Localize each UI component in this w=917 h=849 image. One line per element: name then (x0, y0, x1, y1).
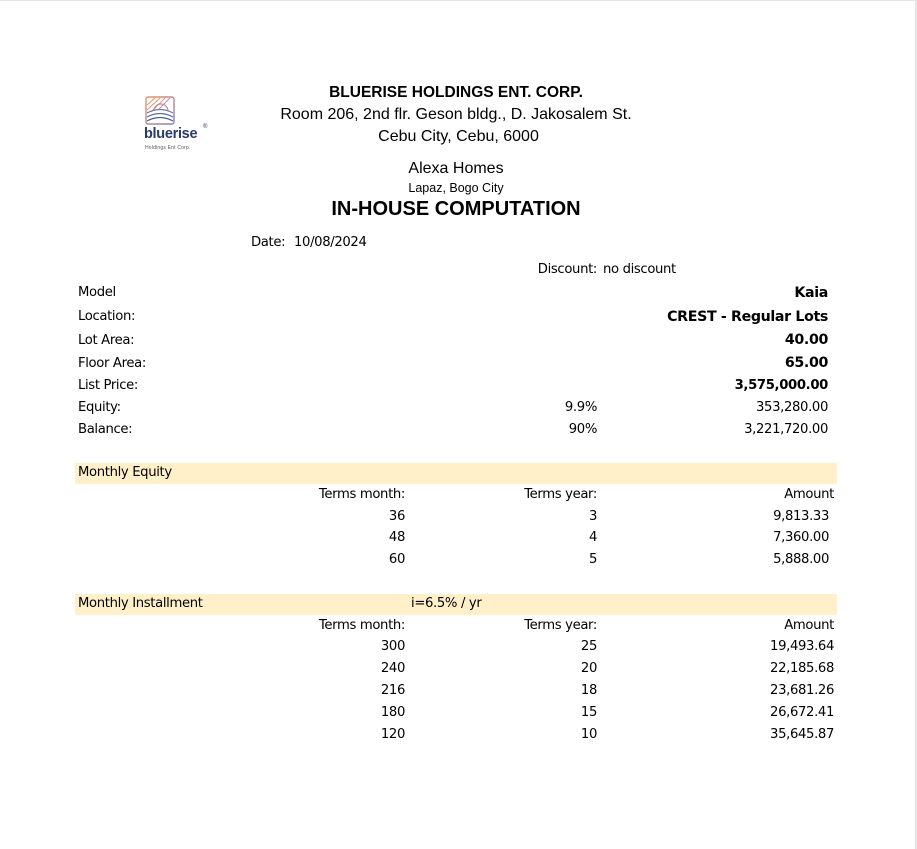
detail-value-equity: 353,280.00 (755, 400, 828, 415)
logo-tagline: Holdings Ent Corp. (145, 145, 191, 151)
col-header-terms-year: Terms year: (524, 487, 597, 502)
company-address-line1: Room 206, 2nd flr. Geson bldg., D. Jakosalem St. (280, 106, 632, 123)
detail-label-equity: Equity: (78, 400, 121, 415)
monthly-equity-header-band (75, 463, 837, 484)
detail-label-balance: Balance: (78, 422, 133, 437)
discount-label: Discount: (537, 262, 597, 277)
cell-amount: 9,813.33 (773, 509, 829, 524)
detail-label-lot-area: Lot Area: (78, 333, 135, 348)
cell-amount: 35,645.87 (770, 727, 834, 742)
cell-years: 25 (580, 639, 597, 654)
cell-months: 36 (388, 509, 405, 524)
detail-value-model: Kaia (794, 285, 828, 301)
discount-value: no discount (603, 262, 676, 277)
detail-label-model: Model (78, 285, 116, 300)
cell-months: 240 (380, 661, 405, 676)
company-name: BLUERISE HOLDINGS ENT. CORP. (329, 84, 583, 101)
company-logo (144, 96, 212, 156)
cell-years: 15 (580, 705, 597, 720)
detail-value-lot-area: 40.00 (784, 332, 828, 348)
date-value: 10/08/2024 (294, 235, 367, 250)
cell-months: 48 (388, 530, 405, 545)
cell-months: 300 (380, 639, 405, 654)
col-header-terms-month: Terms month: (318, 618, 405, 633)
cell-amount: 5,888.00 (773, 552, 829, 567)
detail-value-list-price: 3,575,000.00 (734, 378, 828, 393)
cell-amount: 19,493.64 (770, 639, 834, 654)
detail-value-floor-area: 65.00 (784, 355, 828, 371)
monthly-equity-title: Monthly Equity (78, 465, 172, 480)
cell-years: 10 (580, 727, 597, 742)
detail-pct-equity: 9.9% (564, 400, 597, 415)
cell-months: 216 (380, 683, 405, 698)
logo-wordmark: bluerise (144, 126, 198, 142)
cell-years: 20 (580, 661, 597, 676)
interest-rate: i=6.5% / yr (411, 596, 482, 611)
project-location: Lapaz, Bogo City (408, 181, 504, 195)
col-header-terms-year: Terms year: (524, 618, 597, 633)
detail-label-list-price: List Price: (78, 378, 139, 393)
cell-amount: 22,185.68 (770, 661, 834, 676)
detail-label-floor-area: Floor Area: (78, 356, 146, 371)
cell-months: 120 (380, 727, 405, 742)
cell-months: 60 (388, 552, 405, 567)
date-label: Date: (251, 235, 286, 250)
detail-value-balance: 3,221,720.00 (744, 422, 828, 437)
registered-mark: ® (203, 124, 208, 130)
monthly-installment-title: Monthly Installment (78, 596, 203, 611)
cell-years: 4 (588, 530, 597, 545)
page-title: IN-HOUSE COMPUTATION (331, 198, 581, 220)
col-header-amount: Amount (784, 618, 834, 633)
cell-years: 18 (580, 683, 597, 698)
cell-months: 180 (380, 705, 405, 720)
detail-label-location: Location: (78, 309, 136, 324)
cell-years: 5 (588, 552, 597, 567)
cell-years: 3 (588, 509, 597, 524)
project-name: Alexa Homes (408, 160, 504, 177)
col-header-amount: Amount (784, 487, 834, 502)
cell-amount: 7,360.00 (773, 530, 829, 545)
cell-amount: 23,681.26 (770, 683, 834, 698)
cell-amount: 26,672.41 (770, 705, 834, 720)
detail-value-location: CREST - Regular Lots (667, 309, 828, 325)
col-header-terms-month: Terms month: (318, 487, 405, 502)
company-address-line2: Cebu City, Cebu, 6000 (378, 128, 539, 145)
detail-pct-balance: 90% (568, 422, 597, 437)
